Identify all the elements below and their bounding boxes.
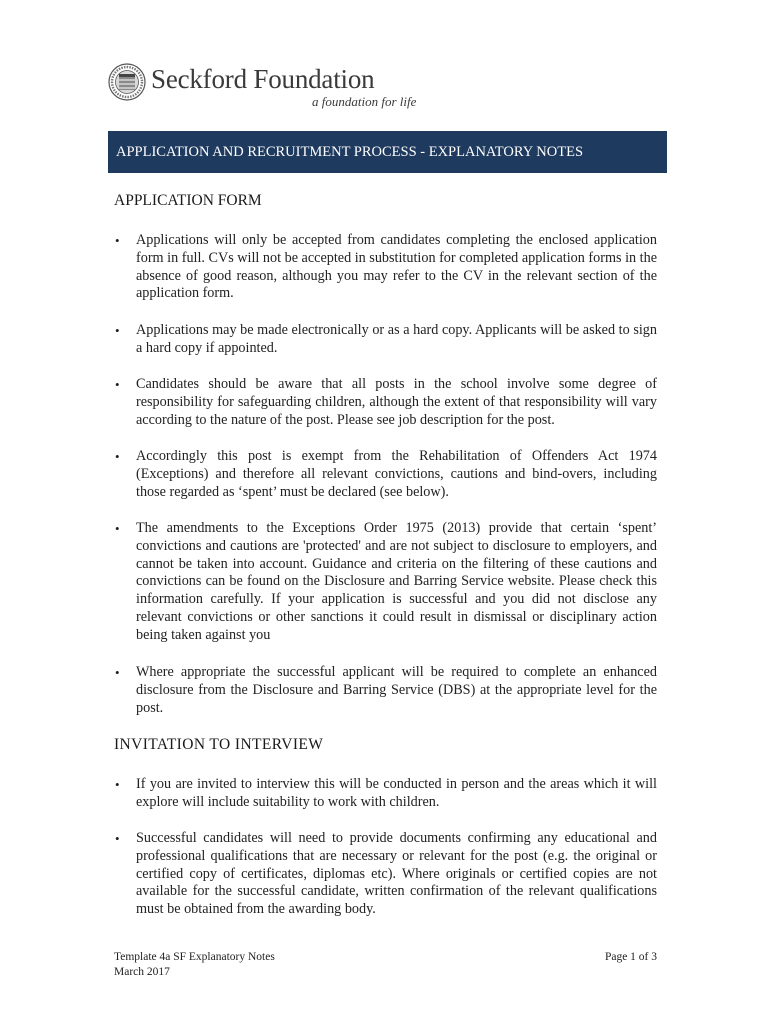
- list-item: • Applications will only be accepted from candidates completing the enclosed application form in full. CVs will not be accepted in substitution for completed application forms in the absence of good reason, although you may refer to the CV in the relevant section of the application form.: [136, 232, 657, 303]
- footer-template-name: Template 4a SF Explanatory Notes: [114, 951, 275, 963]
- foundation-seal-icon: [108, 63, 146, 101]
- footer-document-info: [114, 950, 275, 980]
- list-item: • Candidates should be aware that all posts in the school involve some degree of responsibility for safeguarding children, although the extent of that responsibility will vary according to the nature of the post. Please see job description for the post.: [136, 376, 657, 429]
- list-item: • Applications may be made electronically or as a hard copy. Applicants will be asked to sign a hard copy if appointed.: [136, 322, 657, 358]
- list-item: • Successful candidates will need to provide documents confirming any educational and professional qualifications that are necessary or relevant for the post (e.g. the original or certified copy of certificates, diplomas etc). Where originals or certified copies are not available for the successful candidate, written confirmation of the relevant qualifications must be obtained from the awarding body.: [136, 830, 657, 919]
- list-item: • The amendments to the Exceptions Order 1975 (2013) provide that certain ‘spent’ convictions and cautions are 'protected' and are not subject to disclosure to employers, and cannot be taken into account. Guidance and criteria on the filtering of these cautions and convictions can be found on the Disclosure and Barring Service website. Please check this information carefully. If your application is successful and you did not disclose any relevant convictions or other sanctions it could result in dismissal or disciplinary action being taken against you: [136, 520, 657, 645]
- footer-date: March 2017: [114, 966, 170, 978]
- section-heading-invitation-to-interview: INVITATION TO INTERVIEW: [114, 736, 324, 753]
- footer-page-number: Page 1 of 3: [604, 951, 657, 963]
- list-item: • Accordingly this post is exempt from the Rehabilitation of Offenders Act 1974 (Exceptions) and therefore all relevant convictions, cautions and bind-overs, including those regarded as ‘spent’ must be declared (see below).: [136, 448, 657, 501]
- seckford-foundation-logo: [108, 60, 417, 116]
- list-item: • Where appropriate the successful applicant will be required to complete an enhanced disclosure from the Disclosure and Barring Service (DBS) at the appropriate level for the post.: [136, 664, 657, 717]
- list-item: • If you are invited to interview this will be conducted in person and the areas which it will explore will include suitability to work with children.: [136, 776, 657, 812]
- section-heading-application-form: APPLICATION FORM: [114, 192, 262, 209]
- page-title-banner: APPLICATION AND RECRUITMENT PROCESS - EXPLANATORY NOTES: [108, 131, 667, 173]
- logo-tagline: a foundation for life: [312, 94, 417, 109]
- logo-wordmark: Seckford Foundation: [151, 64, 375, 94]
